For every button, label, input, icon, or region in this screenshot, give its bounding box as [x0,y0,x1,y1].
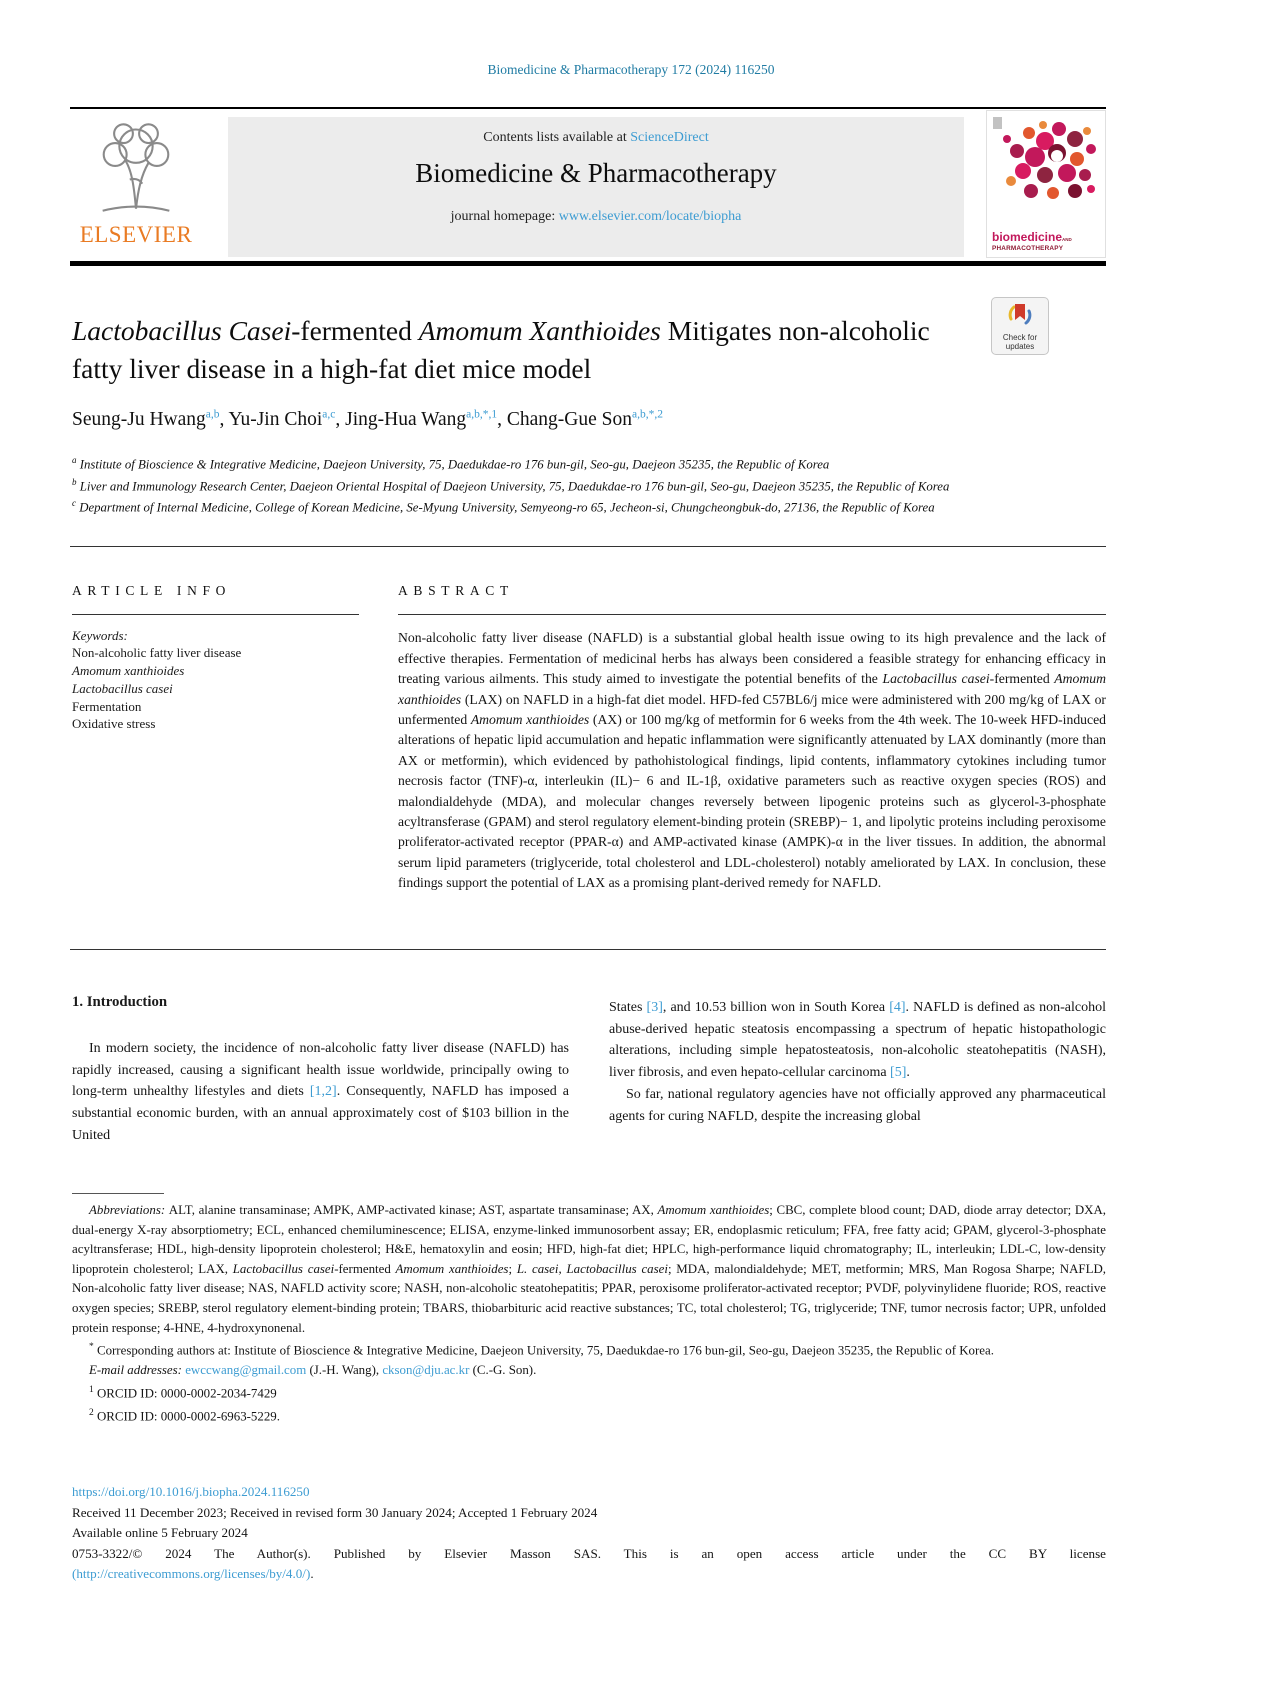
email-link[interactable]: ewccwang@gmail.com [185,1363,307,1378]
contents-text: Contents lists available at [483,130,631,145]
author-affil-sup: a,b,*,2 [632,408,663,420]
abstract-section [398,583,1106,894]
introduction-heading: 1. Introduction [72,994,168,1010]
info-top-rule [70,546,1106,547]
doi-line [72,1482,1106,1503]
citation-header: Biomedicine & Pharmacotherapy 172 (2024) 116250 [487,62,775,77]
check-updates-label: Check for updates [1002,333,1038,351]
article-info-heading: ARTICLE INFO [72,583,232,598]
homepage-label: journal homepage: [450,209,559,224]
author: Jing-Hua Wang$^{a,b,*,1}$, [345,408,507,430]
author: Seung-Ju Hwang$^{a,b}$, [72,408,229,430]
article-info-section [72,583,359,733]
keyword: Amomum xanthioides [72,663,185,679]
abstract-heading: ABSTRACT [398,583,514,598]
keyword: Fermentation [72,698,142,714]
copyright-line: 0753-3322/© 2024 The Author(s). Published by Elsevier Masson SAS. This is an open access article under the CC BY license [72,1545,1106,1561]
reference-link[interactable]: [4] [889,1000,906,1015]
author-affil-sup: a,b,*,1 [466,408,498,420]
sciencedirect-link[interactable]: ScienceDirect [630,130,709,145]
elsevier-logo[interactable] [72,117,200,248]
doi-link[interactable]: https://doi.org/10.1016/j.biopha.2024.116250 [72,1484,310,1499]
keywords-label: Keywords: [72,628,128,644]
journal-cover-thumbnail[interactable] [986,110,1106,258]
elsevier-tree-icon [82,204,190,221]
journal-title: Biomedicine & Pharmacotherapy [415,158,777,188]
abstract-rule [398,614,1106,615]
journal-banner [70,107,1106,261]
license-link[interactable]: (http://creativecommons.org/licenses/by/4.0/) [72,1566,311,1582]
journal-cover-art [987,202,1105,219]
cover-subtitle: PHARMACOTHERAPY [992,245,1064,252]
intro-paragraph: So far, national regulatory agencies have not officially approved any pharmaceutical agents for curing NAFLD, despite the increasing global [609,1086,1106,1124]
affiliation: $^b$ Liver and Immunology Research Center, Daejeon Oriental Hospital of Daejeon University, 75, Daedukdae-ro 176 bun-gil, Seo-gu, Daejeon 35235, the Republic of Korea [72,476,950,493]
author: Chang-Gue Son$^{a,b,*,2}$ [506,408,663,430]
contents-line [228,117,964,146]
banner-bottom-rule [70,261,1106,266]
keyword: Oxidative stress [72,716,156,732]
publication-block [72,1482,1106,1585]
article-info-rule [72,614,359,615]
author-affil-sup: a,b [205,408,220,420]
intro-right-column [609,997,1106,1127]
title-species-2: Amomum Xanthioides [418,315,661,346]
reference-link[interactable]: [1,2] [309,1084,337,1100]
title-text-2: Mitigates non-alcoholic fatty liver disease in a high-fat diet mice model [72,315,930,384]
abstract-bottom-rule [70,949,1106,950]
article-title [72,312,980,388]
elsevier-wordmark: ELSEVIER [79,222,193,247]
author-affil-sup: a,c [322,408,336,420]
license-line: (http://creativecommons.org/licenses/by/4.0/). [72,1566,314,1582]
journal-homepage-link[interactable]: www.elsevier.com/locate/biopha [558,209,742,224]
title-species-1: Lactobacillus Casei [72,315,292,346]
title-text-1: -fermented [291,315,419,346]
footnotes-block [72,1201,1106,1426]
intro-left-column [72,1038,569,1147]
crossmark-icon [1007,315,1033,332]
keyword: Lactobacillus casei [72,680,173,696]
received-dates: Received 11 December 2023; Received in revised form 30 January 2024; Accepted 1 February 2024 [72,1504,598,1520]
homepage-line [228,209,964,225]
email-link[interactable]: ckson@dju.ac.kr [382,1363,470,1378]
journal-header-box [228,117,964,257]
author-list [72,408,663,431]
corresponding-authors-note: * Corresponding authors at: Institute of Bioscience & Integrative Medicine, Daejeon University, 75, Daedukdae-ro 176 bun-gil, Seo-gu, Daejeon 35235, the Republic of Korea. [89,1342,994,1358]
reference-link[interactable]: [5] [890,1065,907,1081]
cover-and: AND [1062,237,1072,242]
abbreviations-note: Abbreviations: ALT, alanine transaminase; AMPK, AMP-activated kinase; AST, aspartate transaminase; AX, Amomum xanthioides; CBC, complete blood count; DAD, diode array detector; DXA, dual-energy X-ray absorptiometry; ECL, enhanced chemiluminescence; ELISA, enzyme-linked immunosorbent assay; ER, endoplasmic reticulum; FFA, free fatty acid; GPAM, glycerol-3-phosphate acyltransferase; HDL, high-density lipoprotein cholesterol; H&E, hematoxylin and eosin; HFD, high-fat diet; HPLC, high-performance liquid chromatography; IL, interleukin; LDL-C, low-density lipoprotein cholesterol; LAX, Lactobacillus casei-fermented Amomum xanthioides; L. casei, Lactobacillus casei; MDA, malondialdehyde; MET, metformin; MRS, Man Rogosa Sharpe; NAFLD, Non-alcoholic fatty liver disease; NAS, NAFLD activity score; NASH, non-alcoholic steatohepatitis; PPAR, peroxisome proliferator-activated receptor; PVDF, polyvinylidene fluoride; ROS, reactive oxygen species; SREBP, sterol regulatory element-binding protein; TBARS, thiobarbituric acid reactive substances; TC, total cholesterol; TG, triglyceride; TNF, tumor necrosis factor; UPR, unfolded protein response; 4-HNE, 4-hydroxynonenal. [72,1203,1106,1335]
orcid-note: $^2$ ORCID ID: 0000-0002-6963-5229. [89,1407,280,1423]
available-online: Available online 5 February 2024 [72,1525,248,1541]
check-for-updates-button[interactable] [991,297,1049,355]
affiliations [72,452,949,517]
reference-link[interactable]: [3] [646,1000,663,1015]
footnote-rule [72,1193,164,1194]
affiliation: $^c$ Department of Internal Medicine, College of Korean Medicine, Se-Myung University, Semyeong-ro 65, Jecheon-si, Chungcheongbuk-do, 27136, the Republic of Korea [72,498,935,515]
affiliation: $^a$ Institute of Bioscience & Integrative Medicine, Daejeon University, 75, Daedukdae-ro 176 bun-gil, Seo-gu, Daejeon 35235, the Republic of Korea [72,455,830,472]
cover-title: biomedicine [992,230,1063,244]
email-addresses-note: E-mail addresses: ewccwang@gmail.com (J.-H. Wang), ckson@dju.ac.kr (C.-G. Son). [89,1363,537,1378]
author: Yu-Jin Choi$^{a,c}$, [228,408,346,430]
abstract-text: Non-alcoholic fatty liver disease (NAFLD) is a substantial global health issue owing to its high prevalence and the lack of effective therapies. Fermentation of medicinal herbs has always been considered a feasible strategy for enhancing efficacy in treating various ailments. This study aimed to investigate the potential benefits of the Lactobacillus casei-fermented Amomum xanthioides (LAX) on NAFLD in a high-fat diet model. HFD-fed C57BL6/j mice were administered with 200 mg/kg of LAX or unfermented Amomum xanthioides (AX) or 100 mg/kg of metformin for 6 weeks from the 4th week. The 10-week HFD-induced alterations of hepatic lipid accumulation and hepatic inflammation were significantly attenuated by LAX dominantly (more than AX or metformin), which evidenced by pathohistological findings, lipid contents, inflammatory cytokines including tumor necrosis factor (TNF)-α, interleukin (IL)− 6 and IL-1β, oxidative parameters such as reactive oxygen species (ROS) and malondialdehyde (MDA), and molecular changes reversely between lipogenic proteins such as glycerol-3-phosphate acyltransferase (GPAM) and sterol regulatory element-binding protein (SREBP)− 1, and lipolytic proteins including peroxisome proliferator-activated receptor (PPAR-α) and AMP-activated kinase (AMPK)-α in the liver tissues. In addition, the abnormal serum lipid parameters (triglyceride, total cholesterol and LDL-cholesterol) notably ameliorated by LAX. In conclusion, these findings support the potential of LAX as a promising plant-derived remedy for NAFLD. [398,630,1107,891]
intro-paragraph: States [3], and 10.53 billion won in South Korea [4]. NAFLD is defined as non-alcohol abuse-derived hepatic steatosis encompassing a spectrum of hepatic histopathologic alterations, including simple hepatosteatosis, non-alcoholic steatohepatitis (NASH), liver fibrosis, and even hepato-cellular carcinoma [5]. [609,1000,1106,1081]
orcid-note: $^1$ ORCID ID: 0000-0002-2034-7429 [89,1384,277,1400]
keyword: Non-alcoholic fatty liver disease [72,645,242,661]
cover-title-block [992,232,1072,253]
intro-paragraph: In modern society, the incidence of non-alcoholic fatty liver disease (NAFLD) has rapidly increased, causing a significant health issue worldwide, principally owing to long-term unhealthy lifestyles and diets [1,2]. Consequently, NAFLD has imposed a substantial economic burden, with an annual approximately cost of $103 billion in the United [72,1041,569,1143]
